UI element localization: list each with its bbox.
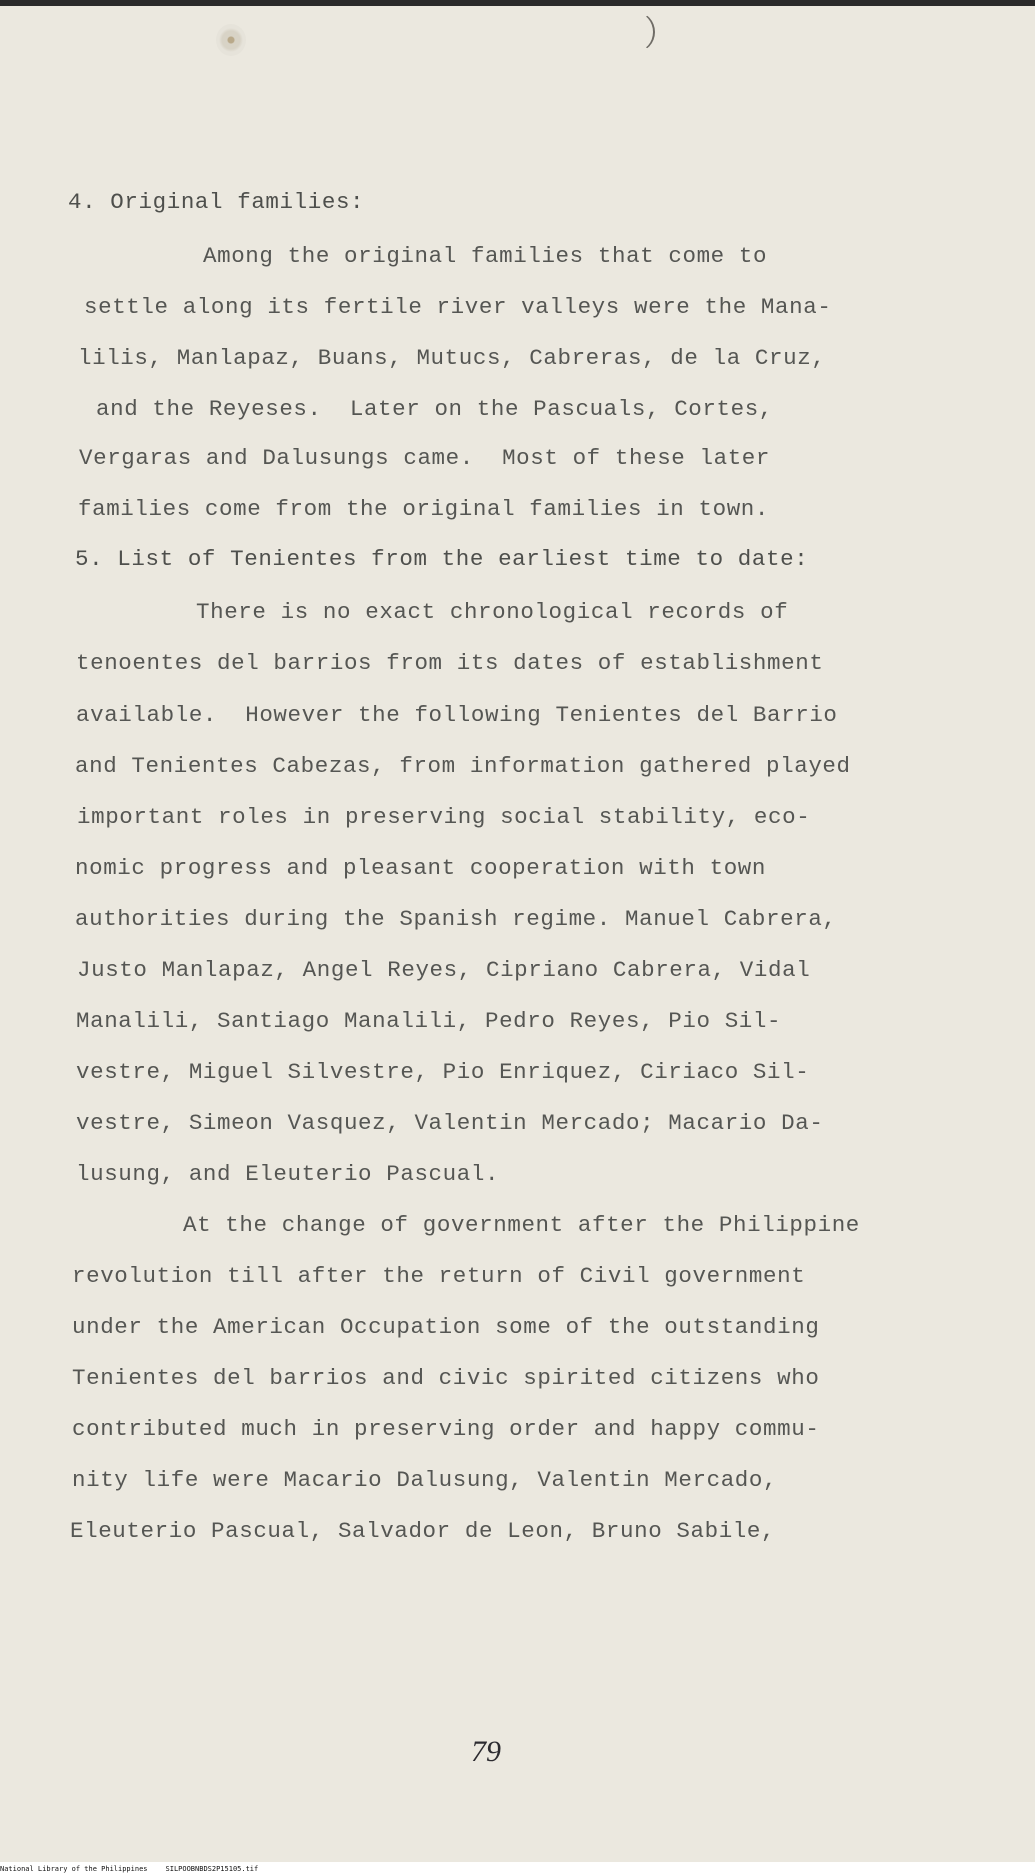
text-line: families come from the original families in town. — [78, 496, 770, 522]
punch-hole-right — [618, 12, 655, 52]
section-heading-original-families: 4. Original families: — [68, 189, 365, 215]
text-line: Eleuterio Pascual, Salvador de Leon, Bruno Sabile, — [70, 1518, 776, 1544]
text-line: and the Reyeses. Later on the Pascuals, Cortes, — [96, 396, 773, 422]
text-line: tenoentes del barrios from its dates of establishment — [76, 650, 824, 676]
handwritten-page-number: 79 — [471, 1735, 501, 1768]
text-line: lusung, and Eleuterio Pascual. — [76, 1161, 500, 1187]
footer-file-id: SILPOOBNBDS2P15105.tif — [165, 1865, 259, 1873]
punch-hole-left — [216, 24, 246, 56]
text-line: At the change of government after the Philippine — [183, 1212, 860, 1238]
text-line: settle along its fertile river valleys were the Mana- — [84, 294, 832, 320]
footer-library-name: National Library of the Philippines — [0, 1865, 148, 1873]
text-line: authorities during the Spanish regime. Manuel Cabrera, — [75, 906, 837, 932]
text-line: There is no exact chronological records of — [196, 599, 789, 625]
text-line: vestre, Simeon Vasquez, Valentin Mercado; Macario Da- — [76, 1110, 824, 1136]
text-line: Vergaras and Dalusungs came. Most of these later — [79, 445, 771, 471]
text-line: Tenientes del barrios and civic spirited citizens who — [72, 1365, 820, 1391]
text-line: under the American Occupation some of the outstanding — [72, 1314, 820, 1340]
text-line: important roles in preserving social stability, eco- — [77, 804, 811, 830]
text-line: contributed much in preserving order and happy commu- — [72, 1416, 820, 1442]
text-line: available. However the following Tenientes del Barrio — [76, 702, 838, 728]
text-line: nity life were Macario Dalusung, Valentin Mercado, — [72, 1467, 778, 1493]
text-line: lilis, Manlapaz, Buans, Mutucs, Cabreras, de la Cruz, — [78, 345, 826, 371]
text-line: Among the original families that come to — [203, 243, 768, 269]
section-heading-list-of-tenientes: 5. List of Tenientes from the earliest time to date: — [75, 546, 809, 572]
scan-top-edge — [0, 0, 1035, 6]
text-line: vestre, Miguel Silvestre, Pio Enriquez, Ciriaco Sil- — [76, 1059, 810, 1085]
text-line: and Tenientes Cabezas, from information gathered played — [75, 753, 851, 779]
scan-footer — [0, 1863, 1035, 1876]
text-line: revolution till after the return of Civil government — [72, 1263, 806, 1289]
text-line: nomic progress and pleasant cooperation with town — [75, 855, 767, 881]
text-line: Justo Manlapaz, Angel Reyes, Cipriano Cabrera, Vidal — [77, 957, 811, 983]
text-line: Manalili, Santiago Manalili, Pedro Reyes, Pio Sil- — [76, 1008, 782, 1034]
